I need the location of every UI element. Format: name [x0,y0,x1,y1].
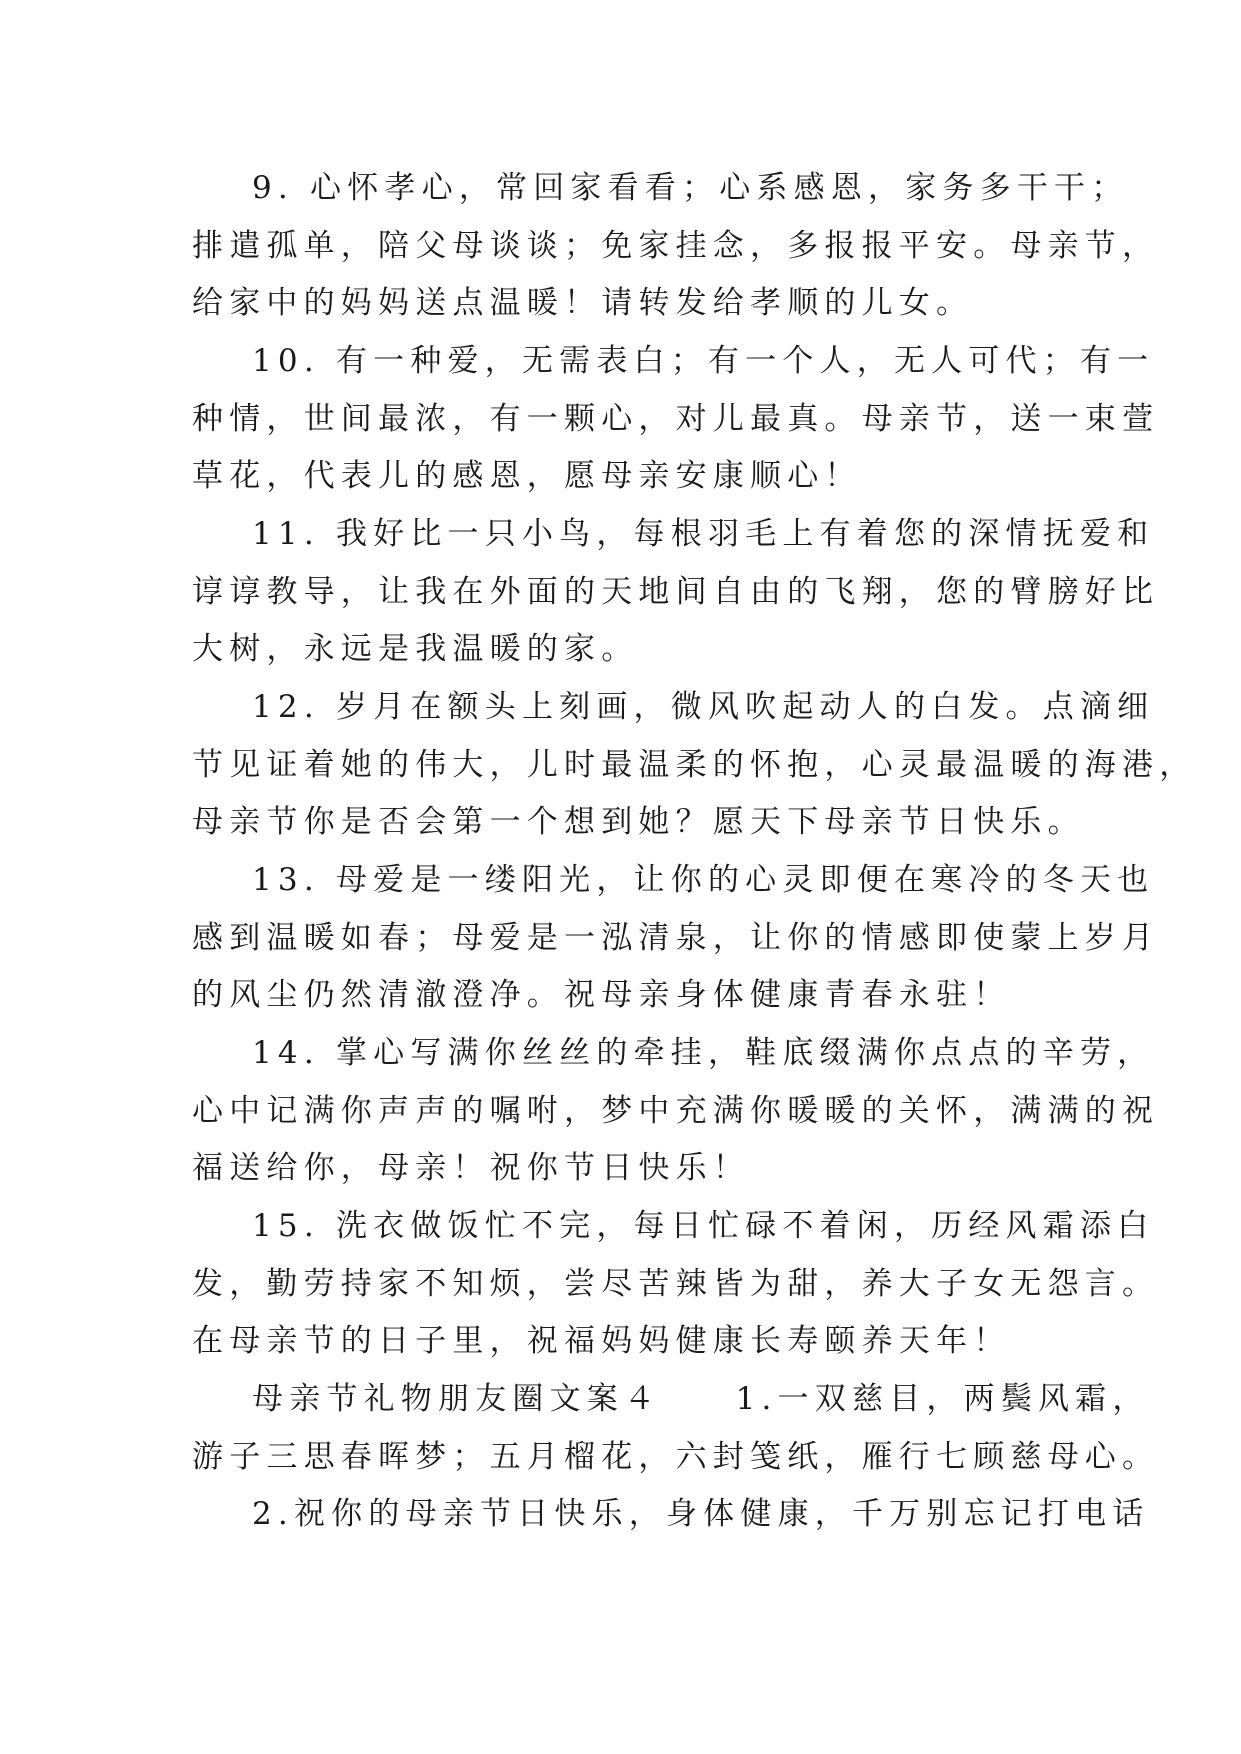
paragraph-12-line-3: 母亲节你是否会第一个想到她？愿天下母亲节日快乐。 [192,804,1085,840]
paragraph-10-line-3: 草花，代表儿的感恩，愿母亲安康顺心！ [192,458,862,494]
paragraph-14-line-1: 14. 掌心写满你丝丝的牵挂，鞋底缀满你点点的辛劳， [252,1035,1155,1071]
section-heading-line-1: 母亲节礼物朋友圈文案４ 1.一双慈目，两鬓风霜， [252,1381,1150,1417]
paragraph-10-line-1: 10. 有一种爱，无需表白；有一个人，无人可代；有一 [252,343,1155,379]
paragraph-15-line-3: 在母亲节的日子里，祝福妈妈健康长寿颐养天年！ [192,1323,1011,1359]
paragraph-13-line-2: 感到温暖如春；母爱是一泓清泉，让你的情感即使蒙上岁月 [192,920,1160,956]
paragraph-13-line-3: 的风尘仍然清澈澄净。祝母亲身体健康青春永驻！ [192,977,1011,1013]
paragraph-9-line-1: 9. 心怀孝心，常回家看看；心系感恩，家务多干干； [252,170,1129,206]
paragraph-13-line-1: 13. 母爱是一缕阳光，让你的心灵即便在寒冷的冬天也 [252,862,1155,898]
paragraph-9-line-2: 排遣孤单，陪父母谈谈；免家挂念，多报报平安。母亲节， [192,228,1160,264]
section-heading-line-2: 游子三思春晖梦；五月榴花，六封笺纸，雁行七顾慈母心。 [192,1439,1160,1475]
paragraph-9-line-3: 给家中的妈妈送点温暖！请转发给孝顺的儿女。 [192,285,974,321]
paragraph-12-line-2: 节见证着她的伟大，儿时最温柔的怀抱，心灵最温暖的海港， [192,747,1197,783]
paragraph-11-line-3: 大树，永远是我温暖的家。 [192,631,639,667]
paragraph-11-line-1: 11. 我好比一只小鸟，每根羽毛上有着您的深情抚爱和 [252,516,1155,552]
paragraph-14-line-3: 福送给你，母亲！祝你节日快乐！ [192,1150,750,1186]
paragraph-12-line-1: 12. 岁月在额头上刻画，微风吹起动人的白发。点滴细 [252,689,1155,725]
paragraph-14-line-2: 心中记满你声声的嘱咐，梦中充满你暖暖的关怀，满满的祝 [192,1093,1160,1129]
item-2-line-1: 2.祝你的母亲节日快乐，身体健康，千万别忘记打电话 [252,1496,1150,1532]
paragraph-11-line-2: 谆谆教导，让我在外面的天地间自由的飞翔，您的臂膀好比 [192,574,1160,610]
paragraph-15-line-2: 发，勤劳持家不知烦，尝尽苦辣皆为甜，养大子女无怨言。 [192,1266,1160,1302]
paragraph-10-line-2: 种情，世间最浓，有一颗心，对儿最真。母亲节，送一束萱 [192,401,1160,437]
paragraph-15-line-1: 15. 洗衣做饭忙不完，每日忙碌不着闲，历经风霜添白 [252,1208,1155,1244]
